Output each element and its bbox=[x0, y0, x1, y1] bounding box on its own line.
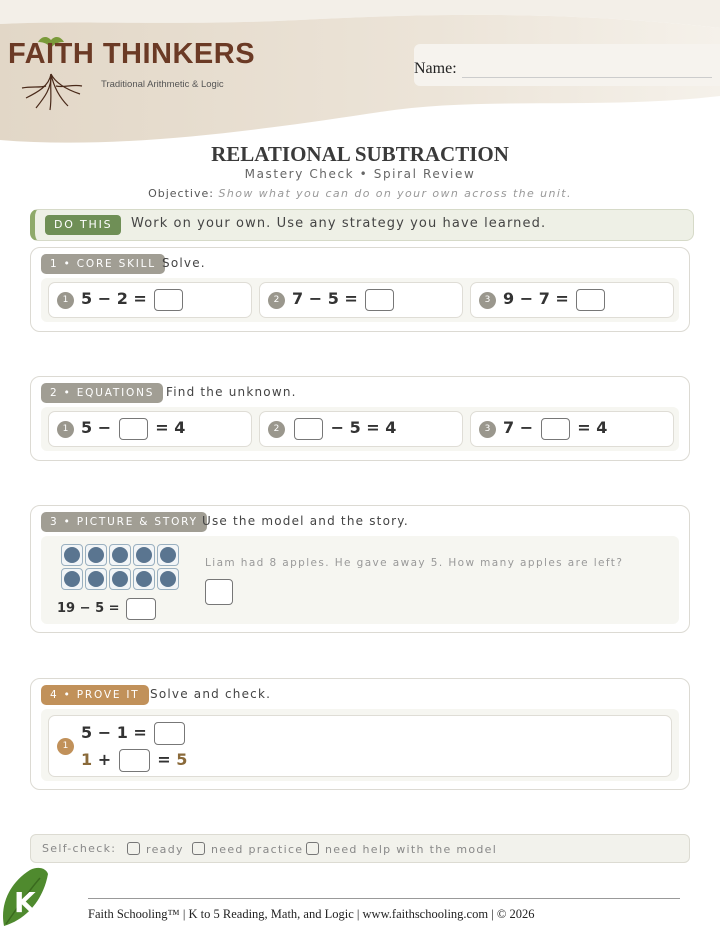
self-check-option-ready[interactable]: ready bbox=[127, 842, 184, 856]
check-line: 1 + = 5 bbox=[81, 748, 187, 772]
problem-card bbox=[259, 411, 463, 447]
section-core-skill bbox=[30, 247, 690, 332]
problem-card bbox=[48, 715, 672, 777]
counter-dot bbox=[160, 547, 176, 563]
problem-card bbox=[48, 282, 252, 318]
problem-number: 3 bbox=[479, 292, 496, 309]
counter-dot bbox=[88, 547, 104, 563]
do-this-banner bbox=[30, 209, 694, 241]
picture-equation: 19 − 5 = bbox=[57, 597, 158, 621]
ten-frame-cell bbox=[109, 544, 131, 566]
self-check-option-need-practice[interactable]: need practice bbox=[192, 842, 303, 856]
do-this-label: DO THIS bbox=[45, 215, 121, 235]
problem-number: 2 bbox=[268, 421, 285, 438]
solve-line: 5 − 1 = bbox=[81, 721, 187, 745]
counter-dot bbox=[64, 571, 80, 587]
section-instruction: Find the unknown. bbox=[166, 385, 297, 399]
objective bbox=[0, 187, 720, 200]
name-line[interactable] bbox=[462, 77, 712, 78]
problem-expression: 7 − = 4 bbox=[503, 416, 607, 440]
section-prove-it bbox=[30, 678, 690, 790]
answer-box[interactable] bbox=[119, 749, 150, 772]
name-field[interactable] bbox=[414, 44, 720, 86]
ten-frame-cell bbox=[61, 544, 83, 566]
answer-box[interactable] bbox=[294, 418, 323, 440]
brand-title: FAITH THINKERS bbox=[8, 38, 256, 70]
section-label: 1 • CORE SKILL bbox=[41, 254, 165, 274]
counter-dot bbox=[136, 571, 152, 587]
section-label: 3 • PICTURE & STORY bbox=[41, 512, 207, 532]
worksheet-title: RELATIONAL SUBTRACTION bbox=[211, 142, 509, 166]
problem-number: 1 bbox=[57, 421, 74, 438]
answer-box[interactable] bbox=[576, 289, 605, 311]
brand-subtitle: Traditional Arithmetic & Logic bbox=[101, 79, 224, 90]
brand-logo bbox=[8, 34, 256, 114]
section-instruction: Solve. bbox=[162, 256, 206, 270]
worksheet-subtitle: Mastery Check • Spiral Review bbox=[244, 167, 476, 181]
problem-number: 3 bbox=[479, 421, 496, 438]
problem-expression: − 5 = 4 bbox=[292, 416, 396, 440]
ten-frame-cell bbox=[157, 568, 179, 590]
story-answer-box[interactable] bbox=[205, 579, 233, 605]
ten-frame-cell bbox=[109, 568, 131, 590]
problem-row bbox=[41, 407, 679, 451]
footer-text: Faith Schooling™ | K to 5 Reading, Math, and Logic | www.faithschooling.com | © 2026 bbox=[88, 907, 535, 921]
answer-box[interactable] bbox=[119, 418, 148, 440]
svg-text:K: K bbox=[14, 886, 36, 919]
ten-frame-cell bbox=[85, 568, 107, 590]
counter-dot bbox=[88, 571, 104, 587]
problem-expression: 7 − 5 = bbox=[292, 287, 396, 311]
self-check-bar bbox=[30, 834, 690, 863]
problem-card bbox=[259, 282, 463, 318]
answer-box[interactable] bbox=[365, 289, 394, 311]
problem-number: 1 bbox=[57, 292, 74, 309]
counter-dot bbox=[160, 571, 176, 587]
problem-number: 1 bbox=[57, 738, 74, 755]
section-picture-story bbox=[30, 505, 690, 633]
ten-frame-cell bbox=[157, 544, 179, 566]
objective-text: Show what you can do on your own across the unit. bbox=[218, 187, 572, 200]
problem-number: 2 bbox=[268, 292, 285, 309]
problem-card bbox=[48, 411, 252, 447]
section-instruction: Use the model and the story. bbox=[202, 514, 409, 528]
section-label: 2 • EQUATIONS bbox=[41, 383, 163, 403]
footer-divider bbox=[88, 898, 680, 899]
ten-frame-cell bbox=[85, 544, 107, 566]
problem-expression: 5 − = 4 bbox=[81, 416, 185, 440]
picture-story-panel bbox=[41, 536, 679, 624]
checkbox[interactable] bbox=[192, 842, 205, 855]
checkbox[interactable] bbox=[306, 842, 319, 855]
problem-expression: 9 − 7 = bbox=[503, 287, 607, 311]
answer-box[interactable] bbox=[154, 722, 185, 745]
answer-box[interactable] bbox=[126, 598, 156, 620]
answer-box[interactable] bbox=[541, 418, 570, 440]
problem-expression: 5 − 2 = bbox=[81, 287, 185, 311]
ten-frame-cell bbox=[133, 568, 155, 590]
problem-card bbox=[470, 282, 674, 318]
counter-dot bbox=[112, 547, 128, 563]
counter-dot bbox=[64, 547, 80, 563]
problem-row bbox=[41, 278, 679, 322]
counter-dot bbox=[112, 571, 128, 587]
checkbox[interactable] bbox=[127, 842, 140, 855]
objective-label: Objective: bbox=[148, 187, 214, 200]
k-leaf-logo-icon bbox=[0, 866, 50, 932]
ten-frame-cell bbox=[133, 544, 155, 566]
prove-it-panel bbox=[41, 709, 679, 781]
ten-frame-cell bbox=[61, 568, 83, 590]
counter-dot bbox=[136, 547, 152, 563]
name-label: Name: bbox=[414, 60, 457, 77]
section-equations bbox=[30, 376, 690, 461]
section-instruction: Solve and check. bbox=[150, 687, 272, 701]
problem-card bbox=[470, 411, 674, 447]
do-this-text: Work on your own. Use any strategy you have learned. bbox=[131, 216, 547, 231]
self-check-option-need-help[interactable]: need help with the model bbox=[306, 842, 497, 856]
story-problem: Liam had 8 apples. He gave away 5. How many apples are left? bbox=[205, 557, 624, 569]
section-label: 4 • PROVE IT bbox=[41, 685, 149, 705]
answer-box[interactable] bbox=[154, 289, 183, 311]
self-check-label: Self-check: bbox=[42, 842, 117, 855]
